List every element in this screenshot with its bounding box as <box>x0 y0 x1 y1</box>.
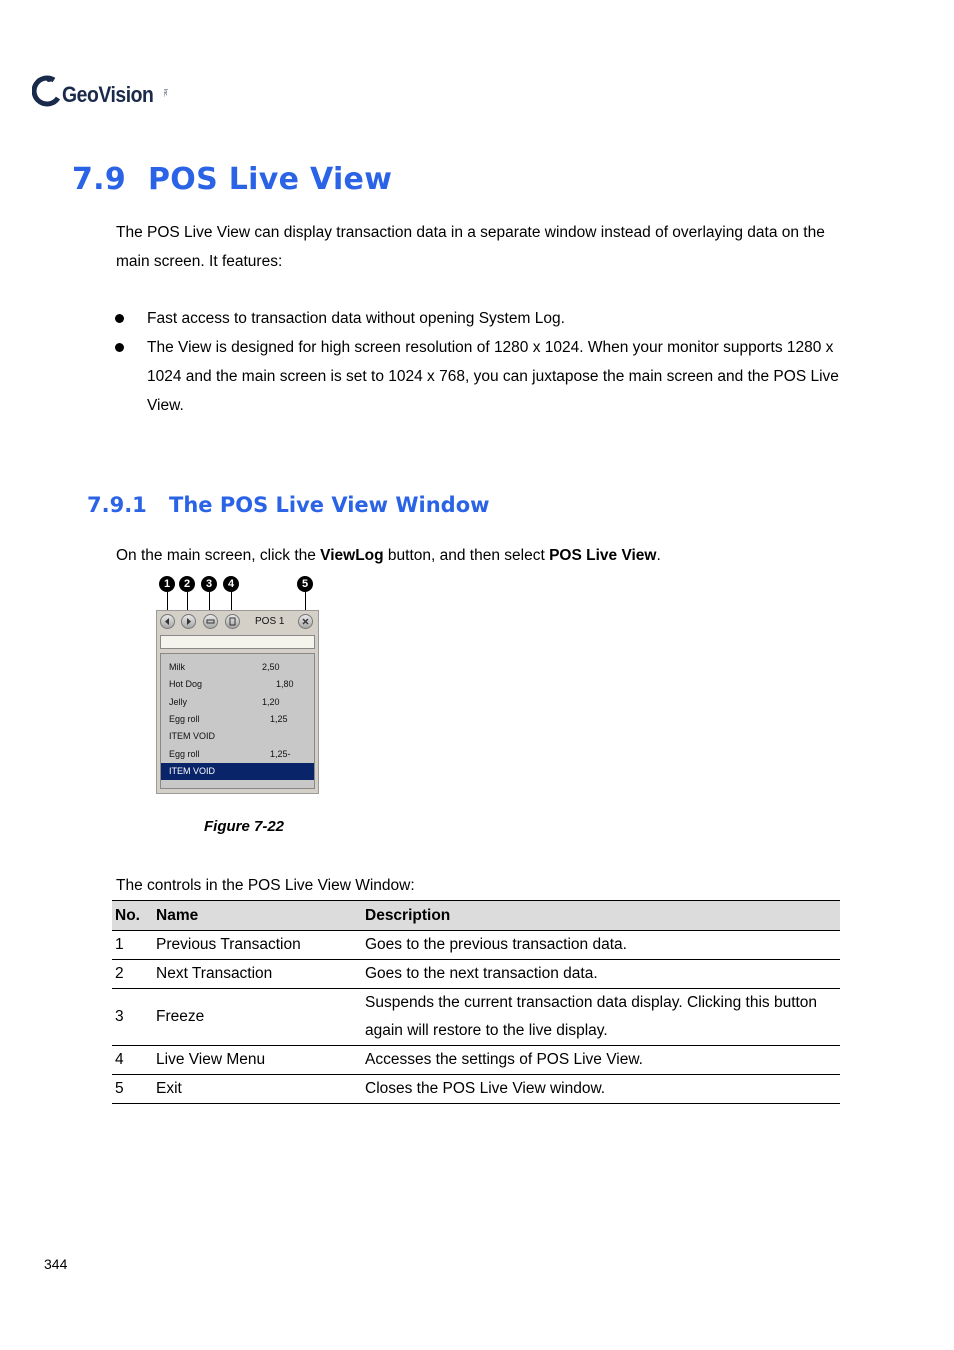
list-item[interactable]: Egg roll 1,25 <box>169 714 288 724</box>
pos-live-view-term: POS Live View <box>549 547 657 564</box>
subsection-title: The POS Live View Window <box>169 493 490 517</box>
geovision-logo <box>32 72 172 112</box>
arrow-right-icon <box>182 615 195 628</box>
close-icon <box>299 615 312 628</box>
controls-table <box>112 900 840 1104</box>
logo-tm: Inc. <box>162 89 168 98</box>
table-row: 2 Next Transaction Goes to the next transaction data. <box>112 960 840 989</box>
table-header-row <box>112 901 840 931</box>
controls-intro: The controls in the POS Live View Window: <box>116 877 415 894</box>
pos-input-field[interactable] <box>160 635 315 649</box>
next-transaction-button[interactable] <box>181 614 196 629</box>
callout-badge-1: 1 <box>159 576 175 592</box>
list-item: Fast access to transaction data without opening System Log. <box>112 304 842 333</box>
column-header: Name <box>153 901 362 931</box>
previous-transaction-button[interactable] <box>160 614 175 629</box>
window-title: POS 1 <box>255 616 285 627</box>
freeze-icon <box>204 615 217 628</box>
callout-badge-4: 4 <box>223 576 239 592</box>
freeze-button[interactable] <box>203 614 218 629</box>
table-row: 1 Previous Transaction Goes to the previous transaction data. <box>112 931 840 960</box>
transaction-list[interactable] <box>160 653 315 789</box>
figure-caption: Figure 7-22 <box>204 818 285 835</box>
list-item[interactable]: Hot Dog 1,80 <box>169 679 294 689</box>
viewlog-term: ViewLog <box>320 547 384 564</box>
section-number: 7.9 <box>72 162 127 197</box>
page-number: 344 <box>44 1256 68 1272</box>
subsection-number: 7.9.1 <box>87 493 147 517</box>
menu-icon <box>226 615 239 628</box>
subsection-heading <box>87 493 490 517</box>
instruction-paragraph: On the main screen, click the ViewLog button, and then select POS Live View. <box>116 547 661 564</box>
column-header: Description <box>362 901 840 931</box>
pos-live-view-figure <box>154 574 324 800</box>
column-header: No. <box>112 901 153 931</box>
section-title: POS Live View <box>148 162 393 197</box>
list-item-selected[interactable]: ITEM VOID <box>161 763 314 780</box>
pos-window <box>156 610 319 794</box>
list-item: The View is designed for high screen resolution of 1280 x 1024. When your monitor supports 1280 x 1024 and the main screen is set to 1024 x 768, you can juxtapose the main screen and the POS Live View. <box>112 333 842 420</box>
callout-badge-5: 5 <box>297 576 313 592</box>
callout-badge-3: 3 <box>201 576 217 592</box>
section-heading <box>72 162 392 197</box>
logo-swoosh-icon <box>32 74 62 110</box>
table-row: 3 Freeze Suspends the current transaction data display. Clicking this button again will restore to the live display. <box>112 989 840 1046</box>
list-item[interactable]: Jelly 1,20 <box>169 697 280 707</box>
exit-button[interactable] <box>298 614 313 629</box>
list-item[interactable]: Egg roll 1,25- <box>169 749 291 759</box>
table-row: 4 Live View Menu Accesses the settings of POS Live View. <box>112 1046 840 1075</box>
live-view-menu-button[interactable] <box>225 614 240 629</box>
intro-paragraph: The POS Live View can display transaction data in a separate window instead of overlaying data on the main screen. It features: <box>116 224 825 270</box>
list-item[interactable]: ITEM VOID <box>169 731 216 741</box>
logo-wordmark: GeoVision <box>62 82 154 107</box>
feature-list <box>112 304 842 420</box>
arrow-left-icon <box>161 615 174 628</box>
callout-badge-2: 2 <box>179 576 195 592</box>
table-row: 5 Exit Closes the POS Live View window. <box>112 1075 840 1104</box>
list-item[interactable]: Milk 2,50 <box>169 662 280 672</box>
